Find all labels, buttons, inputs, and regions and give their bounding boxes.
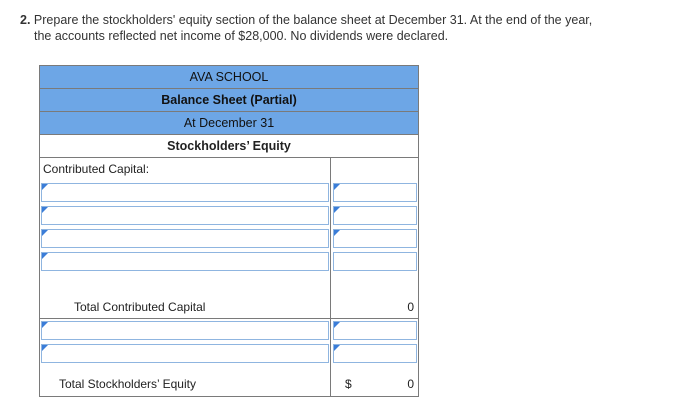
input-row — [40, 204, 418, 227]
total-equity-row — [40, 373, 418, 396]
dropdown-marker-icon — [42, 207, 48, 213]
amount-input[interactable] — [333, 229, 417, 248]
balance-sheet-table — [39, 65, 419, 397]
dropdown-marker-icon — [42, 230, 48, 236]
account-name-input[interactable] — [41, 321, 329, 340]
currency-symbol: $ — [345, 377, 352, 391]
amount-input[interactable] — [333, 183, 417, 202]
dropdown-marker-icon — [334, 345, 340, 351]
question-text — [20, 12, 680, 44]
account-name-input[interactable] — [41, 229, 329, 248]
question-number: 2. — [20, 13, 31, 27]
account-name-input[interactable] — [41, 206, 329, 225]
question-line-2: the accounts reflected net income of $28,000. No dividends were declared. — [34, 29, 449, 43]
dropdown-marker-icon — [334, 207, 340, 213]
dropdown-marker-icon — [42, 322, 48, 328]
input-row — [40, 250, 418, 273]
contributed-capital-row — [40, 158, 418, 181]
total-equity-value: 0 — [407, 377, 414, 391]
input-row — [40, 181, 418, 204]
total-contributed-row — [40, 296, 418, 319]
input-row — [40, 227, 418, 250]
input-row — [40, 342, 418, 365]
total-contributed-label: Total Contributed Capital — [74, 300, 206, 314]
dropdown-marker-icon — [334, 184, 340, 190]
question-line-1 — [20, 12, 680, 28]
amount-input[interactable] — [333, 252, 417, 271]
account-name-input[interactable] — [41, 344, 329, 363]
dropdown-marker-icon — [42, 345, 48, 351]
statement-title: Balance Sheet (Partial) — [40, 89, 418, 112]
account-name-input[interactable] — [41, 183, 329, 202]
statement-date: At December 31 — [40, 112, 418, 135]
total-equity-label: Total Stockholders’ Equity — [59, 377, 196, 391]
contributed-capital-label: Contributed Capital: — [43, 162, 150, 176]
dropdown-marker-icon — [334, 230, 340, 236]
section-title: Stockholders’ Equity — [40, 135, 418, 158]
dropdown-marker-icon — [334, 322, 340, 328]
input-row — [40, 319, 418, 342]
total-contributed-value: 0 — [407, 300, 414, 314]
question-line-1-text: Prepare the stockholders' equity section of the balance sheet at December 31. At the end of the year, — [33, 13, 593, 27]
amount-input[interactable] — [333, 206, 417, 225]
dropdown-marker-icon — [42, 184, 48, 190]
amount-input[interactable] — [333, 321, 417, 340]
dropdown-marker-icon — [42, 253, 48, 259]
account-name-input[interactable] — [41, 252, 329, 271]
company-name: AVA SCHOOL — [40, 66, 418, 89]
amount-input[interactable] — [333, 344, 417, 363]
